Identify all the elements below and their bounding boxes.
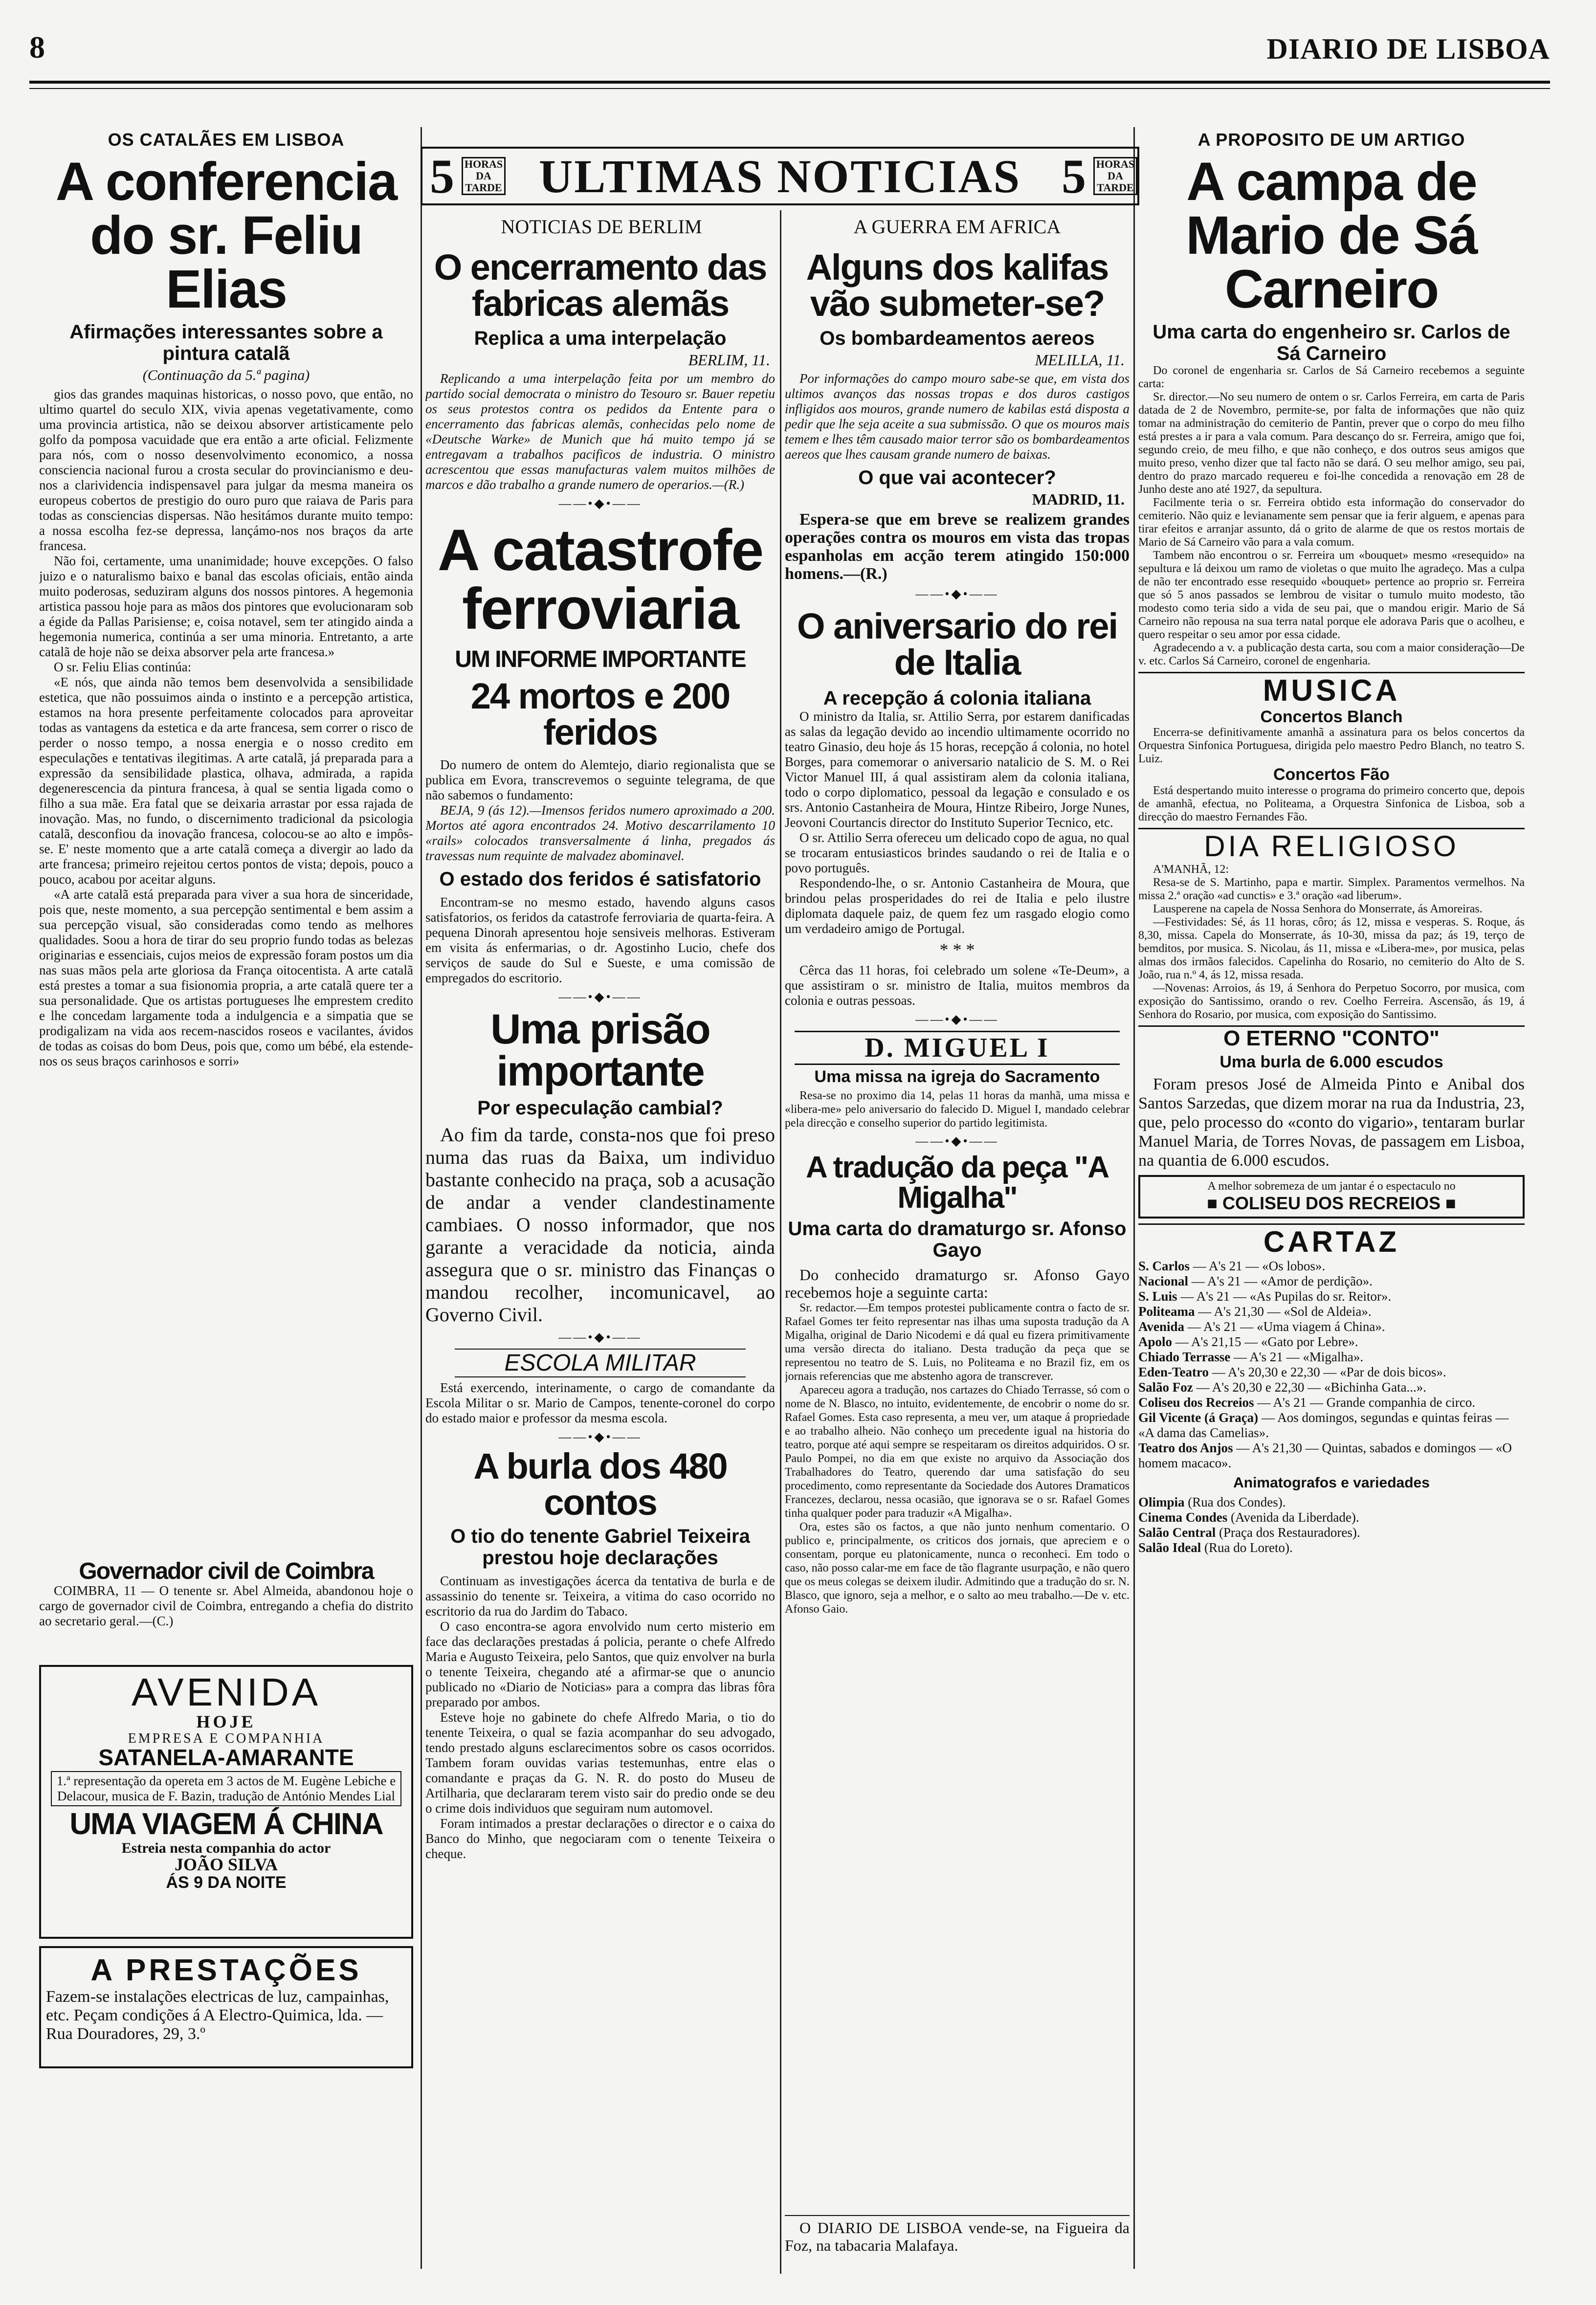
listing-name: S. Carlos (1138, 1258, 1190, 1273)
headline: D. MIGUEL I (795, 1031, 1120, 1065)
listing-info: — A's 21 — «Os lobos». (1193, 1258, 1326, 1273)
headline: Governador civil de Coimbra (79, 1560, 374, 1584)
headline: O aniversario do rei de Italia (797, 606, 1118, 683)
listing-info: — A's 21 — «As Pupilas do sr. Reitor». (1180, 1288, 1392, 1304)
body-paragraph: A'MANHÃ, 12: (1153, 863, 1229, 876)
headline: A campa de Mario de Sá Carneiro (1186, 152, 1477, 319)
listing-item (1138, 1441, 1525, 1471)
ad-company: EMPRESA E COMPANHIA (128, 1730, 325, 1746)
listing-info: — A's 21,30 — Quintas, sabados e domingos — «O homem macaco». (1138, 1440, 1512, 1470)
separator: ——•◆•—— (915, 1134, 999, 1149)
body-paragraph: Foram presos José de Almeida Pinto e Anibal dos Santos Sarzedas, que dizem morar na rua da Industria, 23, que, pelo processo do «conto do vigario», tentaram burlar Manuel Maria, de Torres Novas, de passagem em Lisboa, na quantia de 6.000 escudos. (1138, 1075, 1525, 1170)
ad-show: UMA VIAGEM Á CHINA (69, 1807, 383, 1841)
dateline: MADRID, 11. (1032, 490, 1125, 508)
body-paragraph: Esteve hoje no gabinete do chefe Alfredo Maria, o tio do tenente Teixeira, o qual se fazia acompanhar do seu advogado, tendo prestado alguns esclarecimentos sobre os casos ocorridos. Tambem foram ouvidas varias testemunhas, entre elas o comandante e praças da G. N. R. do posto do Museu de Artilharia, que declararam terem visto sair do predio onde se deu o crime dois individuos que seguiram num automovel. (425, 1710, 775, 1816)
body-paragraph: O sr. Feliu Elias continúa: (54, 660, 192, 674)
animatografos-list (1138, 1495, 1525, 1555)
body-paragraph: Sr. redactor.—Em tempos protestei publicamente contra o facto de sr. Rafael Gomes ter feito representar nas ilhas uma suposta tradução da A Migalha, original de Dario Nicodemi e dá qual eu fizera primitivamente uma versão directa do italiano. Desta tradução da peça que se representou no teatro de S. Luis, no Politeama e no Brazil fiz, em os jornais referencias que me abstenho agora de transcrever. (785, 1302, 1130, 1383)
listing-item (1138, 1525, 1525, 1540)
column-divider (421, 127, 422, 2269)
listing-item (1138, 1274, 1525, 1289)
body-paragraph: —Novenas: Arroios, ás 19, á Senhora do Perpetuo Socorro, por musica, com exposição do Santissimo, orando o rev. Coelho Ferreira. Ascensão, ás 19, á Senhora do Rosario, por musica, com exposição do Santissimo. (1138, 981, 1525, 1021)
section-dia-religioso: DIA RELIGIOSO (1138, 828, 1525, 863)
separator: ——•◆•—— (558, 990, 642, 1004)
headline: A conferencia do sr. Feliu Elias (55, 152, 397, 319)
body-paragraph: Por informações do campo mouro sabe-se que, em vista dos ultimos avanços das nossas tropas e dos duros castigos infligidos aos mouros, grande numero de kabilas está disposta a pedir que lhe seja aceite a sua submissão. O que os mouros mais temem e lhes têm causado maior terror são os bombardeamentos aereos que lhes causam grande numero de baixas. (785, 371, 1130, 462)
continuation-note: (Continuação da 5.ª pagina) (142, 367, 310, 383)
section-musica: MUSICA (1138, 672, 1525, 708)
listing-name: Cinema Condes (1138, 1509, 1228, 1525)
listing-item (1138, 1510, 1525, 1525)
body-paragraph: Espera-se que em breve se realizem grandes operações contra os mouros em vista das tropas espanholas em acção terem atingido 150:000 homens.—(R.) (785, 510, 1130, 583)
listing-name: Politeama (1138, 1304, 1195, 1319)
kicker: OS CATALÃES EM LISBOA (108, 130, 345, 150)
listing-name: Coliseu dos Recreios (1138, 1395, 1254, 1410)
ad-avenida (39, 1665, 413, 1939)
headline: Alguns dos kalifas vão submeter-se? (806, 249, 1108, 324)
listing-name: Teatro dos Anjos (1138, 1440, 1233, 1455)
body-paragraph: «A arte catalã está preparada para viver a sua hora de sinceridade, pois que, neste momento, a sua percepção sentimental e bem assim a sua percepção visual, são consideradas como tendo as melhores qualidades. Soou a hora de tirar do seu proprio fundo todas as belezas originarias e essenciais, cujos meios de expressão foram postos um dia nas suas mãos pela arte gloriosa da França oitocentista. A arte catalã está prestes a tomar a sua fisionomia propria, a arte catalã quere ter a sua personalidade. Que os artistas portugueses lhe emprestem credito e lhe concedam largamente toda a indulgencia e a simpatia que se prodigalizam na vida aos recem-nascidos roseos e vacilantes, ávidos de todas as coisas do bom Deus, pois que, como um bébé, ela estende-nos os seus braços carinhosos e sorri» (39, 887, 413, 1068)
body-paragraph: Continuam as investigações ácerca da tentativa de burla e de assassinio do tenente sr. Teixeira, a vitima do caso ocorrido no escritorio da rua do Jardim do Tabaco. (425, 1574, 775, 1618)
listing-info: — A's 20,30 e 22,30 — «Bichinha Gata...». (1196, 1379, 1427, 1395)
headline: ESCOLA MILITAR (455, 1349, 746, 1377)
listing-name: Eden-Teatro (1138, 1364, 1209, 1379)
separator-stars: * * * (939, 940, 975, 959)
ultimas-noticias-banner (421, 147, 1139, 205)
listing-info: (Avenida da Liberdade). (1231, 1509, 1359, 1525)
listing-info: — A's 21 — «Amor de perdição». (1191, 1273, 1373, 1288)
listing-info: — A's 20,30 e 22,30 — «Par de dois bicos». (1212, 1364, 1446, 1379)
listing-info: (Rua dos Condes). (1188, 1494, 1286, 1509)
dateline: BERLIM, 11. (688, 351, 770, 369)
listing-info: — A's 21,30 — «Sol de Aldeia». (1198, 1304, 1372, 1319)
listing-info: (Rua do Loreto). (1204, 1540, 1293, 1555)
body-paragraph: Do coronel de engenharia sr. Carlos de Sá Carneiro recebemos a seguinte carta: (1138, 364, 1525, 390)
ad-description: 1.ª representação da opereta em 3 actos de M. Eugène Lebiche e Delacour, musica de F. Bazin, tradução de António Mendes Lial (51, 1771, 401, 1806)
listing-item (1138, 1410, 1525, 1441)
headline: A catastrofe ferroviaria (437, 517, 763, 642)
article-catalaes (39, 130, 413, 1557)
banner-hour: 5 (430, 149, 454, 203)
banner-title: ULTIMAS NOTICIAS (538, 150, 1021, 202)
listing-name: Avenida (1138, 1319, 1185, 1334)
body-paragraph: Não foi, certamente, uma unanimidade; houve excepções. O falso juizo e o naturalismo baixo e banal das escolas oficiais, então ainda muito poderosas, seduziram alguns dos nossos pintores. A hegemonia artistica passou hoje para as mãos dos pintores que evolucionaram sob a égide da Pallas Parisiense; e, coisa notavel, sem ter atingido ainda a hegemonia numerica, continúa a ser uma minoria. Entretanto, a arte catalã de hoje não se deixa absorver pela arte francesa.» (39, 554, 413, 659)
ad-prestacoes (39, 1946, 413, 2068)
listing-info: — Aos domingos, segundas e quintas feiras — «A dama das Camelias». (1138, 1410, 1509, 1440)
listing-item (1138, 1350, 1525, 1365)
banner-hour-label: HORAS DA TARDE (1093, 157, 1137, 196)
listing-name: Nacional (1138, 1273, 1189, 1288)
banner-hour: 5 (1062, 149, 1086, 203)
subhead: O que vai acontecer? (858, 467, 1056, 488)
ad-time: ÁS 9 DA NOITE (166, 1873, 287, 1892)
listing-info: — A's 21 — «Migalha». (1234, 1349, 1364, 1364)
body-paragraph: O caso encontra-se agora envolvido num certo misterio em face das declarações prestadas á policia, perante o chefe Alfredo Maria e Augusto Teixeira, pelo Santos, que quiz envolver na burla o tenente Teixeira, chegando até a afirmar-se que o anuncio publicado no «Diario de Noticias» para a compra das libras fôra preparado por ambos. (425, 1619, 775, 1709)
listing-name: Gil Vicente (á Graça) (1138, 1410, 1259, 1425)
subhead: O tio do tenente Gabriel Teixeira prestou hoje declarações (450, 1526, 750, 1569)
body-paragraph: Lausperene na capela de Nossa Senhora do Monserrate, ás Amoreiras. (1153, 902, 1483, 915)
distribution-text: O DIARIO DE LISBOA vende-se, na Figueira da Foz, na tabacaria Malafaya. (785, 2219, 1130, 2254)
listing-info: — A's 21 — Grande companhia de circo. (1257, 1395, 1475, 1410)
section-label: NOTICIAS DE BERLIM (501, 216, 702, 238)
cartaz-list (1138, 1259, 1525, 1471)
separator: ——•◆•—— (915, 587, 999, 601)
column-4 (1138, 130, 1525, 2271)
subhead: Por especulação cambial? (477, 1097, 723, 1119)
listing-name: Apolo (1138, 1334, 1173, 1349)
body-paragraph: Ao fim da tarde, consta-nos que foi preso numa das ruas da Baixa, um individuo bastante conhecido na praça, sob a acusação de andar a vender clandestinamente cambiaes. O nosso informador, que nos garante a veracidade da noticia, ainda assegura que o sr. ministro das Finanças o mandou recolher, incomunicavel, ao Governo Civil. (425, 1124, 775, 1326)
body-paragraph: Encerra-se definitivamente amanhã a assinatura para os belos concertos da Orquestra Sinfonica Portuguesa, dirigida pelo maestro Pedro Blanch, no teatro S. Luiz. (1138, 726, 1525, 766)
listing-name: Salão Central (1138, 1525, 1216, 1540)
body-paragraph: Encontram-se no mesmo estado, havendo alguns casos satisfatorios, os feridos da catastrofe ferroviaria de quarta-feira. A pequena Dinorah apresentou hoje sensiveis melhoras. Estiveram em visita ás enfermarias, o dr. Agostinho Lucio, chefe dos serviços de saude do Sul e Sueste, e uma comissão de empregados do escritorio. (425, 895, 775, 985)
body-paragraph: Resa-se no proximo dia 14, pelas 11 horas da manhã, uma missa e «libera-me» pelo aniversario do falecido D. Miguel I, mandado celebrar pela direcção e conselho superior do partido legitimista. (785, 1089, 1130, 1130)
body-paragraph: Respondendo-lhe, o sr. Antonio Castanheira de Moura, que brindou pelas prosperidades do rei de Italia e pelo ilustre diplomata daquele paiz, de quem fez um rasgado elogio como um verdadeiro amigo de Portugal. (785, 876, 1130, 936)
kicker: A PROPOSITO DE UM ARTIGO (1197, 130, 1465, 150)
listing-item (1138, 1365, 1525, 1380)
header-rule-thin (29, 88, 1550, 89)
section-label: A GUERRA EM AFRICA (853, 216, 1061, 238)
listing-name: Salão Foz (1138, 1379, 1193, 1395)
headline: Uma prisão importante (490, 1006, 710, 1095)
subhead: O estado dos feridos é satisfatorio (439, 868, 761, 890)
subhead: Uma burla de 6.000 escudos (1219, 1053, 1443, 1072)
ad-company-name: SATANELA-AMARANTE (98, 1745, 354, 1771)
banner-hour-label: HORAS DA TARDE (462, 157, 506, 196)
dateline: MELILLA, 11. (1035, 351, 1125, 369)
listing-name: Chiado Terrasse (1138, 1349, 1231, 1364)
subhead: Afirmações interessantes sobre a pintura catalã (69, 321, 383, 364)
subhead: Uma carta do dramaturgo sr. Afonso Gayo (788, 1218, 1127, 1262)
column-2 (425, 249, 775, 2264)
body-paragraph: Está exercendo, interinamente, o cargo de comandante da Escola Militar o sr. Mario de Campos, tenente-coronel do corpo do estado maior e professor da mesma escola. (425, 1380, 775, 1425)
newspaper-title: DIARIO DE LISBOA (1266, 33, 1550, 65)
body-paragraph: COIMBRA, 11 — O tenente sr. Abel Almeida, abandonou hoje o cargo de governador civil de Coimbra, entregando a chefia do distrito ao secretario geral.—(C.) (39, 1583, 413, 1628)
ad-actor: JOÃO SILVA (174, 1855, 278, 1875)
header-rule (29, 81, 1550, 84)
article-governador (39, 1560, 413, 1658)
body-paragraph: Está despertando muito interesse o programa do primeiro concerto que, depois de amanhã, efectua, no Politeama, a Orquestra Sinfonica de Lisboa, sob a direcção do maestro Fernandes Fão. (1138, 784, 1525, 823)
listing-info: — A's 21 — «Uma viagem á China». (1187, 1319, 1385, 1334)
headline: A tradução da peça "A Migalha" (805, 1151, 1109, 1215)
ad-debut: Estreia nesta companhia do actor (121, 1840, 331, 1856)
headline: O ETERNO "CONTO" (1138, 1025, 1525, 1050)
body-paragraph: Cêrca das 11 horas, foi celebrado um solene «Te-Deum», a que assistiram o sr. ministro de Italia, muitos membros da colonia e outras pessoas. (785, 963, 1130, 1008)
body-paragraph: Sr. director.—No seu numero de ontem o sr. Carlos Ferreira, em carta de Paris datada de 2 de Novembro, permite-se, por falta de informações que não quiz tomar na administração do cemiterio de Pantin, prever que o corpo do meu filho está prestes a ir para a vala comum. Para descanço do sr. Ferreira, amigo que foi, segundo creio, de meu filho, e que não conheço, e dos outros seus amigos que muito preso, venho dizer que tal facto não se dará. O seu melhor amigo, seu pai, dentro do prazo marcado requereu e foi-lhe concedida a renovação em 28 de Junho deste ano até 1927, da sepultura. (1138, 391, 1525, 496)
subhead: Replica a uma interpelação (474, 328, 727, 349)
coliseu-name: COLISEU DOS RECREIOS (1222, 1193, 1441, 1213)
ad-text: Fazem-se instalações electricas de luz, campainhas, etc. Peçam condições á A Electro-Quimica, lda. — Rua Douradores, 29, 3.º (46, 1988, 389, 2043)
listing-name: S. Luis (1138, 1288, 1177, 1304)
body-paragraph: Agradecendo a v. a publicação desta carta, sou com a maior consideração—De v. etc. Carlos Sá Carneiro, coronel de engenharia. (1138, 642, 1525, 667)
listing-info: (Praça dos Restauradores). (1219, 1525, 1360, 1540)
section-cartaz: CARTAZ (1138, 1223, 1525, 1259)
body-paragraph: —Festividades: Sé, ás 11 horas, côro; ás 12, missa e vesperas. S. Roque, ás 8,30, missa. Capela do Monserrate, ás 10-30, missa da paz; ás 19, terço de bemditos, por musica. S. Nicolau, ás 11, missa e «Libera-me», por musica, pelas almas dos irmãos falecidos. Capelinha do Rosario, no cemiterio do Alto de S. João, rua n.º 4, ás 12, missa resada. (1138, 915, 1525, 981)
body-paragraph: Replicando a uma interpelação feita por um membro do partido social democrata o ministro do Tesouro sr. Bauer repetiu os seus protestos contra os pedidos da Entente para o encerramento das fabricas alemãs, conhecidas pelo nome de «Deutsche Warke» de Munich que há muito tempo já se entregavam a trabalhos pacificos de industria. O ministro acrescentou que essas manufacturas valem muitos milhões de marcos e dão trabalho a grande numero de operarios.—(R.) (425, 371, 775, 492)
ad-title: ■ COLISEU DOS RECREIOS ■ (1207, 1193, 1456, 1213)
body-paragraph: O sr. Attilio Serra ofereceu um delicado copo de agua, no qual se trocaram entusiasticos brindes saudando o rei de Italia e o povo português. (785, 830, 1130, 875)
listing-item (1138, 1304, 1525, 1319)
ad-title: AVENIDA (131, 1670, 321, 1714)
column-3 (785, 249, 1130, 2264)
separator: ——•◆•—— (558, 1330, 642, 1344)
distribution-note (785, 2215, 1130, 2264)
body-paragraph: Foram intimados a prestar declarações o director e o caixa do Banco do Minho, que negociaram com o tenente Teixeira o cheque. (425, 1816, 775, 1861)
separator: ——•◆•—— (558, 1430, 642, 1444)
subhead: A recepção á colonia italiana (823, 687, 1091, 709)
page-number: 8 (29, 30, 45, 65)
body-paragraph: O ministro da Italia, sr. Attilio Serra, por estarem danificadas as salas da legação devido ao incendio ultimamente ocorrido no teatro Ginasio, deu hoje ás 15 horas, recepção á colonia, no hotel Borges, para comemorar o aniversario natalicio de S. M. o Rei Victor Manuel III, á qual assistiram alem da colonia italiana, todo o corpo diplomatico, pessoal da legação e consulado e os srs. Antonio Castanheira de Moura, Hintze Ribeiro, Jorge Nunes, Jeovoni Courtancis director do Instituto Superior Tecnico, etc. (785, 709, 1130, 830)
ad-sub: HOJE (196, 1712, 256, 1731)
body-paragraph: Tambem não encontrou o sr. Ferreira um «bouquet» mesmo «resequido» na sepultura e lá deixou um ramo de violetas o que muito lhe agradeço. Mas a culpa de não ter encontrado esse resequido «bouquet» pertence ao proprio sr. Ferreira que só 5 anos passados se lembrou de visitar o tumulo muito modesto, tão modesto como teria sido a vida de seu pai, que o mandou erigir. Mario de Sá Carneiro não repousa na sua terra natal porque ele adorava Paris que o acolheu, e quero respeitar o seu amor por essa cidade. (1138, 549, 1525, 641)
subhead: Uma carta do engenheiro sr. Carlos de Sá Carneiro (1153, 321, 1510, 364)
subhead: Concertos Fão (1273, 765, 1390, 784)
listing-item (1138, 1380, 1525, 1395)
separator: ——•◆•—— (915, 1012, 999, 1026)
ad-lead: A melhor sobremeza de um jantar é o espectaculo no (1207, 1179, 1456, 1193)
headline: O encerramento das fabricas alemãs (434, 249, 767, 324)
body-paragraph: Do conhecido dramaturgo sr. Afonso Gayo recebemos hoje a seguinte carta: (785, 1266, 1130, 1302)
body-paragraph: Ora, estes são os factos, a que não junto nenhum comentario. O publico e, principalmente, os criticos dos jornais, que apreciem e o consentam, porque eu platonicamente, nunca o reconheci. Em todo o caso, não posso calar-me em face de tão flagrante usurpação, e não quero que os meus colegas se deixem iludir. Admitindo que a tradução do sr. N. Blasco, que ignoro, seja a melhor, e o salto ao meu trabalho.—De v. etc. Afonso Gaio. (785, 1521, 1130, 1616)
body-paragraph: Facilmente teria o sr. Ferreira obtido esta informação do conservador do cemiterio. Não quiz e levianamente sem pensar que ia ferir alguem, e apenas para tirar efeitos e arranjar assunto, dá o grito de alarme de que os restos mortais de Mario de Sá Carneiro vão para a vala comum. (1138, 496, 1525, 549)
subhead: Concertos Blanch (1260, 708, 1403, 726)
ad-title: A PRESTAÇÕES (90, 1953, 362, 1987)
ad-coliseu (1138, 1175, 1525, 1219)
body-paragraph: gios das grandes maquinas historicas, o nosso povo, que então, no ultimo quartel do seculo XIX, vivia apenas vegetativamente, como uma provincia artistica, não se deixou absorver artisticamente pelo golfo da pomposa vacuidade que era então a arte oficial. Felizmente para nós, com o nosso desenvolvimento economico, a nossa consciencia nacional furou a crosta secular do provincianismo e deu-nos a clarividencia indispensavel para julgar da mesma maneira os europeus cobertos de prestigio do ouro puro que raiava de Paris para todas as consciencias dispersas. Não hesitámos durante muito tempo: a nossa escolha fez-se depressa, lançámo-nos nos braços da arte francesa. (39, 387, 413, 553)
listing-item (1138, 1259, 1525, 1274)
listing-item (1138, 1334, 1525, 1350)
listing-item (1138, 1540, 1525, 1555)
listing-item (1138, 1395, 1525, 1410)
column-divider (1133, 127, 1135, 2269)
body-paragraph: BEJA, 9 (ás 12).—Imensos feridos numero aproximado a 200. Mortos até agora encontrados 24. Motivo descarrilamento 10 «rails» colocados transversalmente á linha, pregados ás travessas num requinte de malvadez abominavel. (425, 803, 775, 863)
column-divider (780, 210, 781, 2274)
listing-item (1138, 1495, 1525, 1510)
listing-item (1138, 1289, 1525, 1304)
separator: ——•◆•—— (558, 496, 642, 510)
body-paragraph: Apareceu agora a tradução, nos cartazes do Chiado Terrasse, só com o nome de N. Blasco, no intuito, evidentemente, de encobrir o nome do sr. Rafael Gomes. Esta caso representa, a meu ver, um ataque á propriedade e ao trabalho alheio. Não conheço um precedente igual na historia do teatro, porque até aqui sempre se respeitaram os direitos adquiridos. O sr. Paulo Pompei, no dia em que existe no arquivo da Associação dos Trabalhadores do Teatro, querendo dar uma satisfação do seu procedimento, como representante da Sociedade dos Autores Dramaticos Francezes, declarou, nessa ocasião, que ignorava se o sr. Rafael Gomes tinha qualquer poder para traduzir «A Migalha». (785, 1384, 1130, 1520)
body-paragraph: Resa-se de S. Martinho, papa e martir. Simplex. Paramentos vermelhos. Na missa 2.ª oração «ad cunctis» e 3.ª oração «ad liberum». (1138, 876, 1525, 902)
listing-name: Salão Ideal (1138, 1540, 1201, 1555)
body-paragraph: Do numero de ontem do Alemtejo, diario regionalista que se publica em Evora, transcrevemos o seguinte telegrama, de que não sabemos o fundamento: (425, 757, 775, 802)
headline: A burla dos 480 contos (473, 1446, 727, 1523)
masthead (29, 29, 1550, 73)
listing-name: Olimpia (1138, 1494, 1185, 1509)
kicker: UM INFORME IMPORTANTE (455, 646, 746, 672)
listing-item (1138, 1319, 1525, 1334)
headline: 24 mortos e 200 feridos (470, 676, 730, 753)
subhead: Animatografos e variedades (1233, 1474, 1430, 1491)
body-paragraph: «E nós, que ainda não temos bem desenvolvida a sensibilidade estetica, que não possuimos ainda o instinto e a percepção artistica, estamos na hora presente perfeitamente colocados para aproveitar todas as vantagens da estetica e da arte francesa, sem correr o risco de perder o nosso tempo, a nossa energia e o nosso credito em especulações e tentativas ilegitimas. A arte catalã, já preparada para a expressão da sensibilidade plastica, olhava, admirada, a rapida degenerescencia da pintura francesa, à qual se sentia ligada como o filho a sua mãe. Era fatal que se deixaria arrastar por essa rajada de inovação. Mas, no fundo, o discernimento tradicional da psicologia catalã, desconfiou da inovação francesa, colocou-se ao alto e impôs-se. E' neste momento que a arte catalã começa a divergir ao lado da arte francesa; primeiro rejeitou certos pontos de vista; depois, pouco a pouco, acabou por aceitar alguns. (39, 675, 413, 887)
subhead: Os bombardeamentos aereos (820, 328, 1095, 349)
listing-info: — A's 21,15 — «Gato por Lebre». (1175, 1334, 1358, 1349)
subhead: Uma missa na igreja do Sacramento (814, 1067, 1100, 1086)
